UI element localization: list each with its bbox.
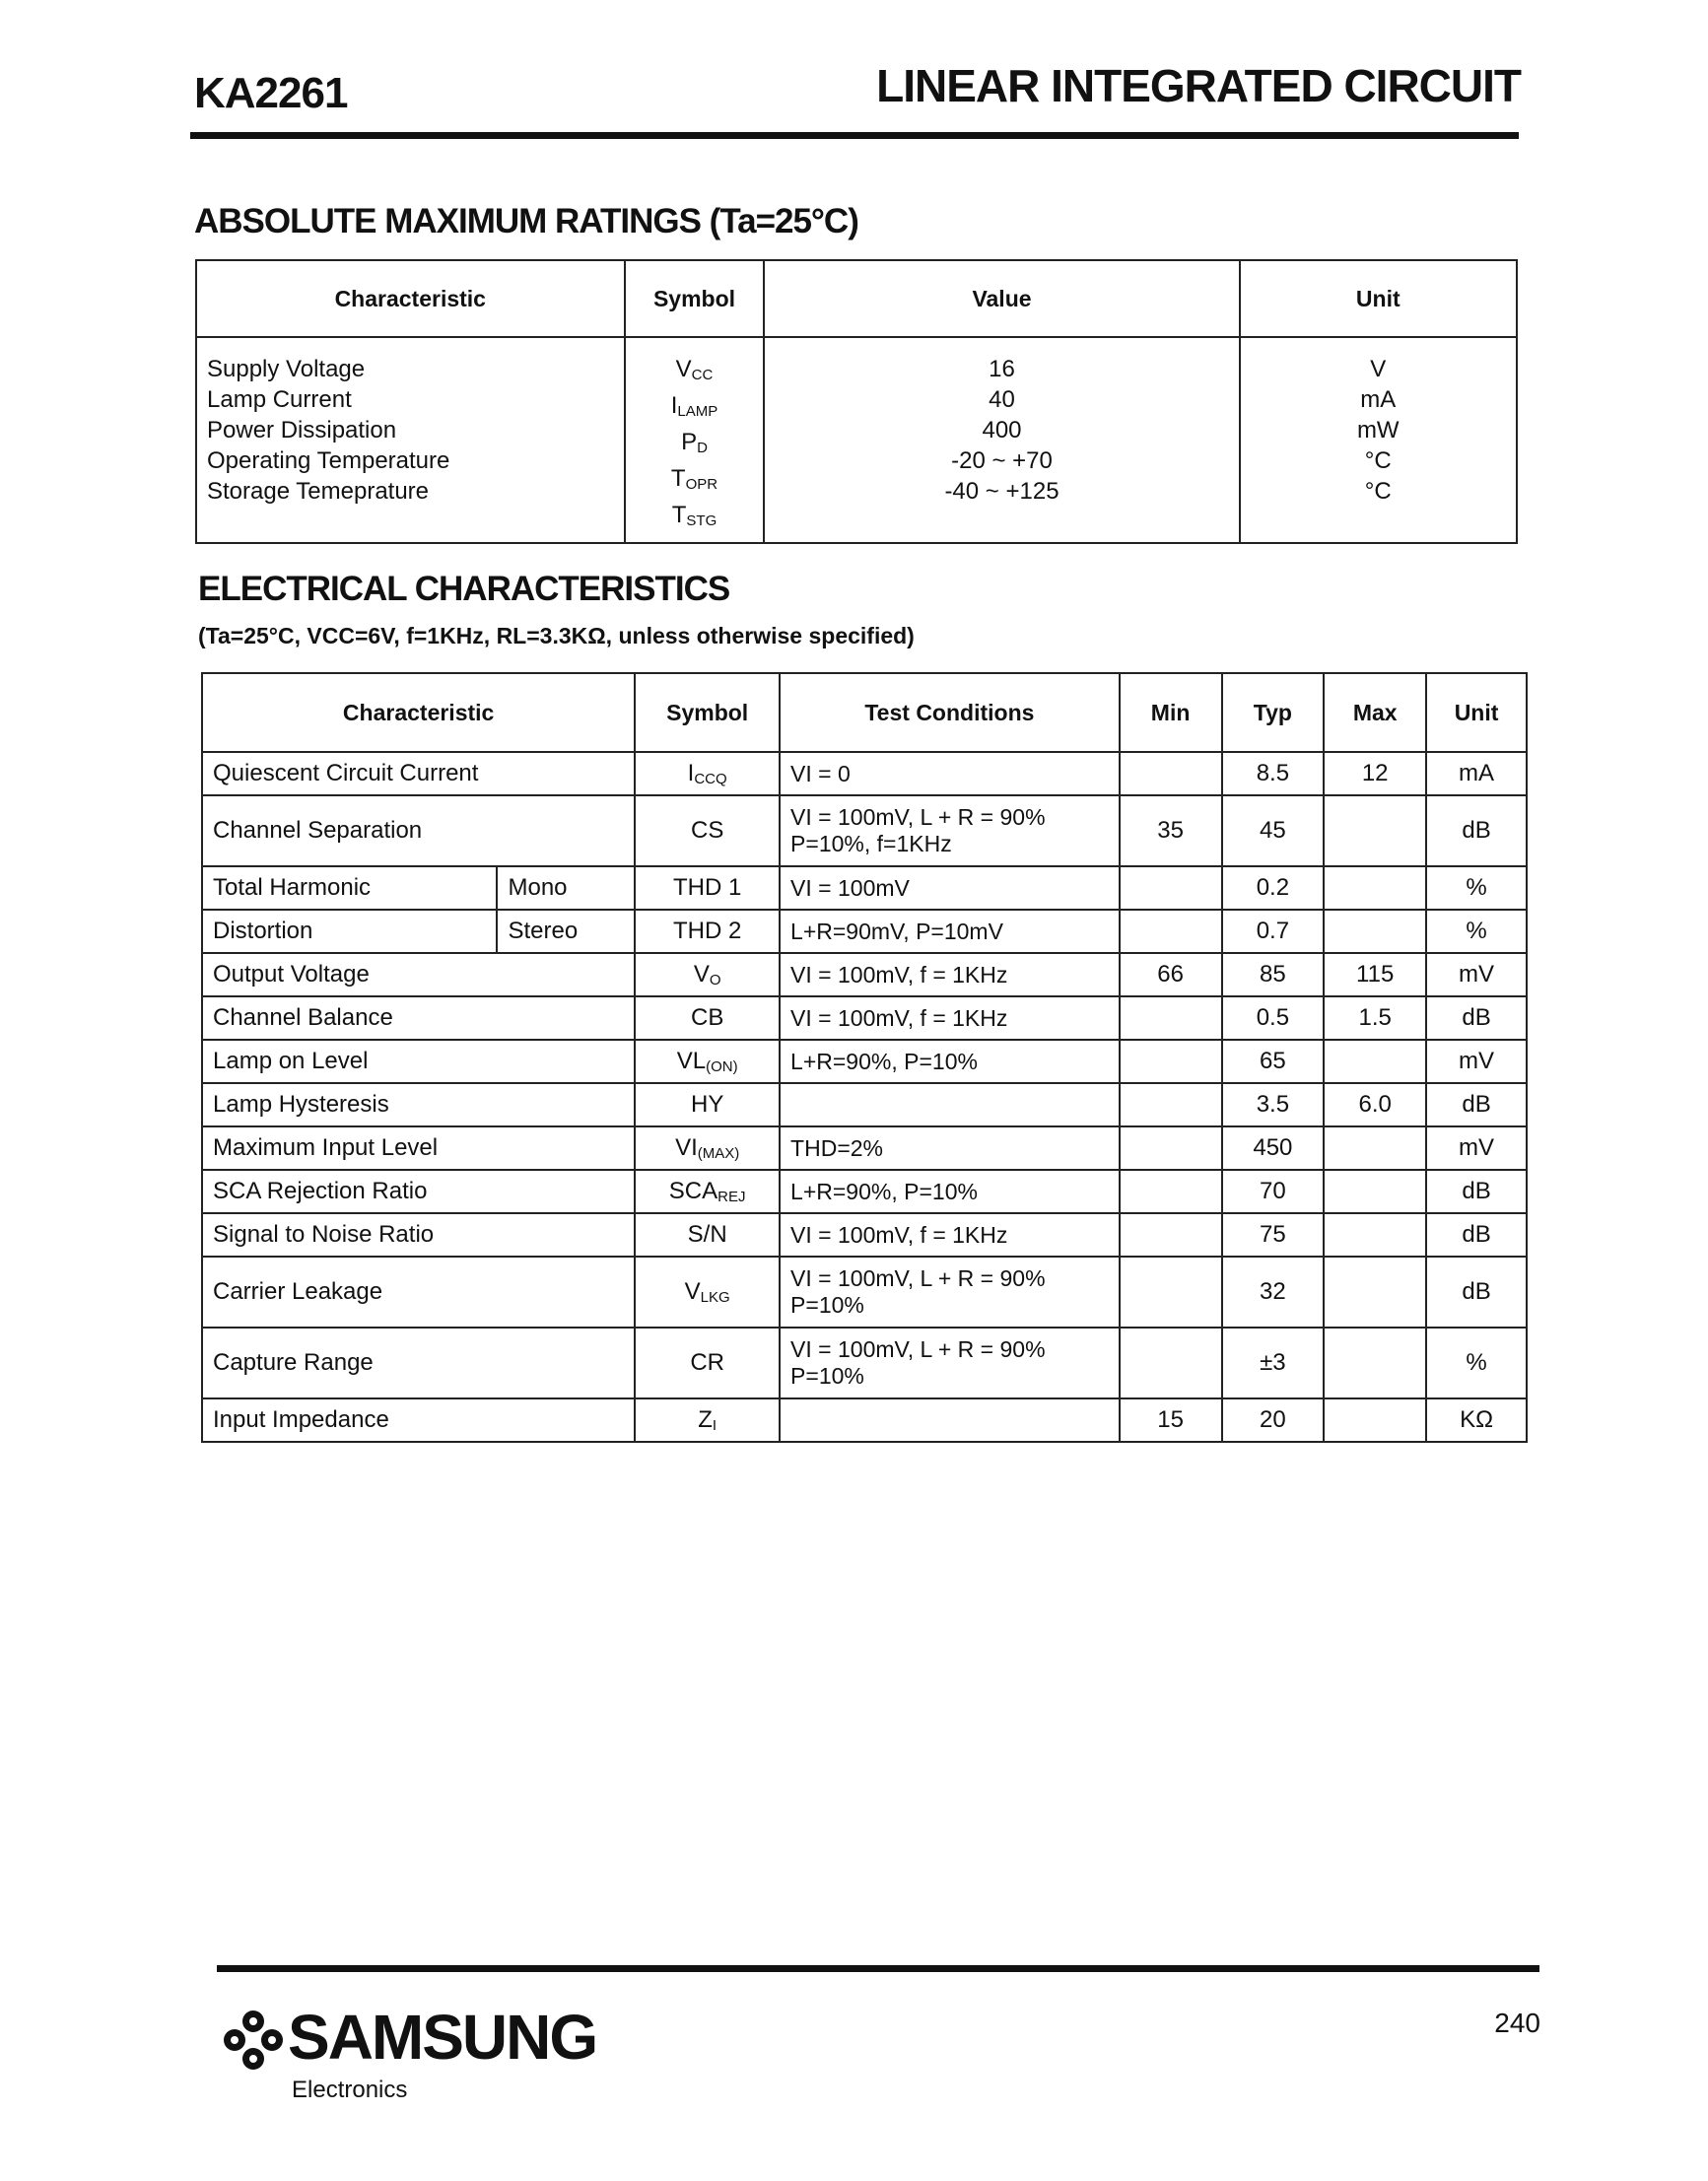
typ-cell: 20 bbox=[1222, 1398, 1325, 1442]
typ-cell: 8.5 bbox=[1222, 752, 1325, 795]
symbol-cell: CB bbox=[635, 996, 780, 1040]
symbol-cell: $Z_I$ bbox=[635, 1398, 780, 1442]
symbol-cell: $T_{OPR}$ bbox=[670, 465, 718, 493]
header-symbol: Symbol bbox=[625, 260, 765, 337]
condition-cell bbox=[780, 1398, 1120, 1442]
min-cell bbox=[1120, 1213, 1222, 1257]
unit-cell: dB bbox=[1426, 1170, 1527, 1213]
table-row bbox=[202, 953, 1527, 996]
typ-cell: 0.5 bbox=[1222, 996, 1325, 1040]
unit-cell: % bbox=[1426, 910, 1527, 953]
abs-max-characteristics bbox=[196, 337, 625, 543]
max-cell bbox=[1324, 795, 1426, 866]
abs-max-values bbox=[764, 337, 1239, 543]
value-cell: -40 ~ +125 bbox=[944, 478, 1059, 505]
char-cell: Quiescent Circuit Current bbox=[202, 752, 635, 795]
table-row bbox=[202, 1398, 1527, 1442]
table-row bbox=[202, 996, 1527, 1040]
typ-cell: 0.2 bbox=[1222, 866, 1325, 910]
table-row bbox=[202, 752, 1527, 795]
typ-cell: 65 bbox=[1222, 1040, 1325, 1083]
char-cell: Lamp Hysteresis bbox=[202, 1083, 635, 1126]
symbol-cell: $I_{CCQ}$ bbox=[635, 752, 780, 795]
char-cell: Signal to Noise Ratio bbox=[202, 1213, 635, 1257]
char-cell: Input Impedance bbox=[202, 1398, 635, 1442]
footer-divider bbox=[217, 1965, 1539, 1972]
max-cell bbox=[1324, 1040, 1426, 1083]
symbol-cell: $VI_{(MAX)}$ bbox=[635, 1126, 780, 1170]
table-row bbox=[202, 1328, 1527, 1398]
unit-cell: dB bbox=[1426, 1083, 1527, 1126]
symbol-cell: CS bbox=[635, 795, 780, 866]
char-cell: Output Voltage bbox=[202, 953, 635, 996]
char-cell: Supply Voltage bbox=[207, 356, 366, 382]
char-cell: Channel Balance bbox=[202, 996, 635, 1040]
char-cell: Storage Temeprature bbox=[207, 478, 430, 505]
typ-cell: 32 bbox=[1222, 1257, 1325, 1328]
abs-max-header-row bbox=[196, 260, 1517, 337]
min-cell: 15 bbox=[1120, 1398, 1222, 1442]
document-type: LINEAR INTEGRATED CIRCUIT bbox=[876, 60, 1521, 111]
char-cell: Power Dissipation bbox=[207, 417, 397, 443]
condition-cell bbox=[780, 1083, 1120, 1126]
value-cell: -20 ~ +70 bbox=[951, 447, 1053, 474]
symbol-cell: $V_{LKG}$ bbox=[635, 1257, 780, 1328]
max-cell bbox=[1324, 1328, 1426, 1398]
symbol-cell: HY bbox=[635, 1083, 780, 1126]
thd-mode-stereo: Stereo bbox=[497, 910, 635, 953]
unit-cell: mV bbox=[1426, 1126, 1527, 1170]
abs-max-body-row bbox=[196, 337, 1517, 543]
char-cell: Capture Range bbox=[202, 1328, 635, 1398]
brand-subtitle: Electronics bbox=[292, 2077, 408, 2103]
char-cell: SCA Rejection Ratio bbox=[202, 1170, 635, 1213]
max-cell: 1.5 bbox=[1324, 996, 1426, 1040]
symbol-cell: S/N bbox=[635, 1213, 780, 1257]
max-cell bbox=[1324, 1398, 1426, 1442]
part-number: KA2261 bbox=[194, 69, 348, 117]
table-row bbox=[202, 795, 1527, 866]
table-row bbox=[202, 1083, 1527, 1126]
condition-cell: VI = 100mV, L + R = 90% P=10% bbox=[780, 1328, 1120, 1398]
value-cell: 16 bbox=[989, 356, 1015, 382]
min-cell bbox=[1120, 996, 1222, 1040]
char-cell: Operating Temperature bbox=[207, 447, 450, 474]
min-cell bbox=[1120, 1257, 1222, 1328]
symbol-cell: THD 2 bbox=[635, 910, 780, 953]
min-cell: 66 bbox=[1120, 953, 1222, 996]
unit-cell: mA bbox=[1360, 386, 1397, 413]
symbol-cell: $SCA_{REJ}$ bbox=[635, 1170, 780, 1213]
unit-cell: % bbox=[1426, 1328, 1527, 1398]
typ-cell: 75 bbox=[1222, 1213, 1325, 1257]
unit-cell: dB bbox=[1426, 1257, 1527, 1328]
thd-char-line2: Distortion bbox=[202, 910, 497, 953]
abs-max-symbols bbox=[625, 337, 765, 543]
typ-cell: 85 bbox=[1222, 953, 1325, 996]
table-row bbox=[202, 1213, 1527, 1257]
unit-cell: dB bbox=[1426, 795, 1527, 866]
table-row bbox=[202, 1257, 1527, 1328]
unit-cell: °C bbox=[1364, 447, 1392, 474]
header-test-conditions: Test Conditions bbox=[780, 673, 1120, 752]
typ-cell: 0.7 bbox=[1222, 910, 1325, 953]
min-cell bbox=[1120, 910, 1222, 953]
condition-cell: VI = 100mV, L + R = 90% P=10%, f=1KHz bbox=[780, 795, 1120, 866]
table-row-thd-mono bbox=[202, 866, 1527, 910]
unit-cell: dB bbox=[1426, 996, 1527, 1040]
unit-cell: °C bbox=[1364, 478, 1392, 505]
condition-cell: VI = 100mV, f = 1KHz bbox=[780, 953, 1120, 996]
header-typ: Typ bbox=[1222, 673, 1325, 752]
min-cell bbox=[1120, 1126, 1222, 1170]
elec-header-row bbox=[202, 673, 1527, 752]
header-unit: Unit bbox=[1426, 673, 1527, 752]
symbol-cell: $P_D$ bbox=[681, 429, 708, 456]
symbol-cell: $I_{LAMP}$ bbox=[670, 392, 718, 420]
min-cell bbox=[1120, 1328, 1222, 1398]
max-cell: 115 bbox=[1324, 953, 1426, 996]
min-cell bbox=[1120, 1083, 1222, 1126]
symbol-cell: CR bbox=[635, 1328, 780, 1398]
table-row-thd-stereo bbox=[202, 910, 1527, 953]
typ-cell: 70 bbox=[1222, 1170, 1325, 1213]
char-cell: Carrier Leakage bbox=[202, 1257, 635, 1328]
header-value: Value bbox=[764, 260, 1239, 337]
max-cell: 6.0 bbox=[1324, 1083, 1426, 1126]
char-cell: Lamp Current bbox=[207, 386, 352, 413]
symbol-cell: $V_{CC}$ bbox=[675, 356, 714, 383]
symbol-cell: $T_{STG}$ bbox=[671, 502, 717, 529]
abs-max-title: ABSOLUTE MAXIMUM RATINGS (Ta=25°C) bbox=[194, 202, 858, 240]
max-cell bbox=[1324, 1126, 1426, 1170]
unit-cell: mV bbox=[1426, 953, 1527, 996]
char-cell: Maximum Input Level bbox=[202, 1126, 635, 1170]
unit-cell: % bbox=[1426, 866, 1527, 910]
min-cell: 35 bbox=[1120, 795, 1222, 866]
symbol-cell: $V_O$ bbox=[635, 953, 780, 996]
header-characteristic: Characteristic bbox=[202, 673, 635, 752]
max-cell bbox=[1324, 1257, 1426, 1328]
max-cell bbox=[1324, 1213, 1426, 1257]
max-cell: 12 bbox=[1324, 752, 1426, 795]
min-cell bbox=[1120, 752, 1222, 795]
symbol-cell: THD 1 bbox=[635, 866, 780, 910]
table-row bbox=[202, 1126, 1527, 1170]
unit-cell: mV bbox=[1426, 1040, 1527, 1083]
min-cell bbox=[1120, 1040, 1222, 1083]
abs-max-units bbox=[1240, 337, 1517, 543]
condition-cell: L+R=90%, P=10% bbox=[780, 1040, 1120, 1083]
min-cell bbox=[1120, 866, 1222, 910]
header-symbol: Symbol bbox=[635, 673, 780, 752]
condition-cell: L+R=90%, P=10% bbox=[780, 1170, 1120, 1213]
unit-cell: mW bbox=[1356, 417, 1400, 443]
max-cell bbox=[1324, 1170, 1426, 1213]
abs-max-table bbox=[195, 259, 1518, 544]
condition-cell: VI = 100mV, f = 1KHz bbox=[780, 1213, 1120, 1257]
condition-cell: VI = 0 bbox=[780, 752, 1120, 795]
min-cell bbox=[1120, 1170, 1222, 1213]
symbol-cell: $VL_{(ON)}$ bbox=[635, 1040, 780, 1083]
max-cell bbox=[1324, 866, 1426, 910]
value-cell: 40 bbox=[989, 386, 1015, 413]
header-unit: Unit bbox=[1240, 260, 1517, 337]
condition-cell: THD=2% bbox=[780, 1126, 1120, 1170]
typ-cell: 3.5 bbox=[1222, 1083, 1325, 1126]
typ-cell: 450 bbox=[1222, 1126, 1325, 1170]
samsung-logo-icon bbox=[221, 2008, 286, 2073]
typ-cell: ±3 bbox=[1222, 1328, 1325, 1398]
header-characteristic: Characteristic bbox=[196, 260, 625, 337]
elec-conditions: (Ta=25°C, VCC=6V, f=1KHz, RL=3.3KΩ, unless otherwise specified) bbox=[198, 623, 915, 648]
char-cell: Channel Separation bbox=[202, 795, 635, 866]
table-row bbox=[202, 1170, 1527, 1213]
condition-cell: VI = 100mV bbox=[780, 866, 1120, 910]
condition-cell: L+R=90mV, P=10mV bbox=[780, 910, 1120, 953]
typ-cell: 45 bbox=[1222, 795, 1325, 866]
value-cell: 400 bbox=[982, 417, 1022, 443]
max-cell bbox=[1324, 910, 1426, 953]
unit-cell: mA bbox=[1426, 752, 1527, 795]
condition-cell: VI = 100mV, f = 1KHz bbox=[780, 996, 1120, 1040]
elec-table bbox=[201, 672, 1528, 1443]
header-divider bbox=[190, 132, 1519, 139]
unit-cell: V bbox=[1370, 356, 1387, 382]
char-cell: Lamp on Level bbox=[202, 1040, 635, 1083]
unit-cell: dB bbox=[1426, 1213, 1527, 1257]
condition-cell: VI = 100mV, L + R = 90% P=10% bbox=[780, 1257, 1120, 1328]
table-row bbox=[202, 1040, 1527, 1083]
thd-mode-mono: Mono bbox=[497, 866, 635, 910]
header-min: Min bbox=[1120, 673, 1222, 752]
header-max: Max bbox=[1324, 673, 1426, 752]
brand-name: SAMSUNG bbox=[288, 2002, 597, 2073]
unit-cell: KΩ bbox=[1426, 1398, 1527, 1442]
elec-title: ELECTRICAL CHARACTERISTICS bbox=[198, 570, 730, 608]
thd-char-line1: Total Harmonic bbox=[202, 866, 497, 910]
page-number: 240 bbox=[1494, 2008, 1540, 2038]
